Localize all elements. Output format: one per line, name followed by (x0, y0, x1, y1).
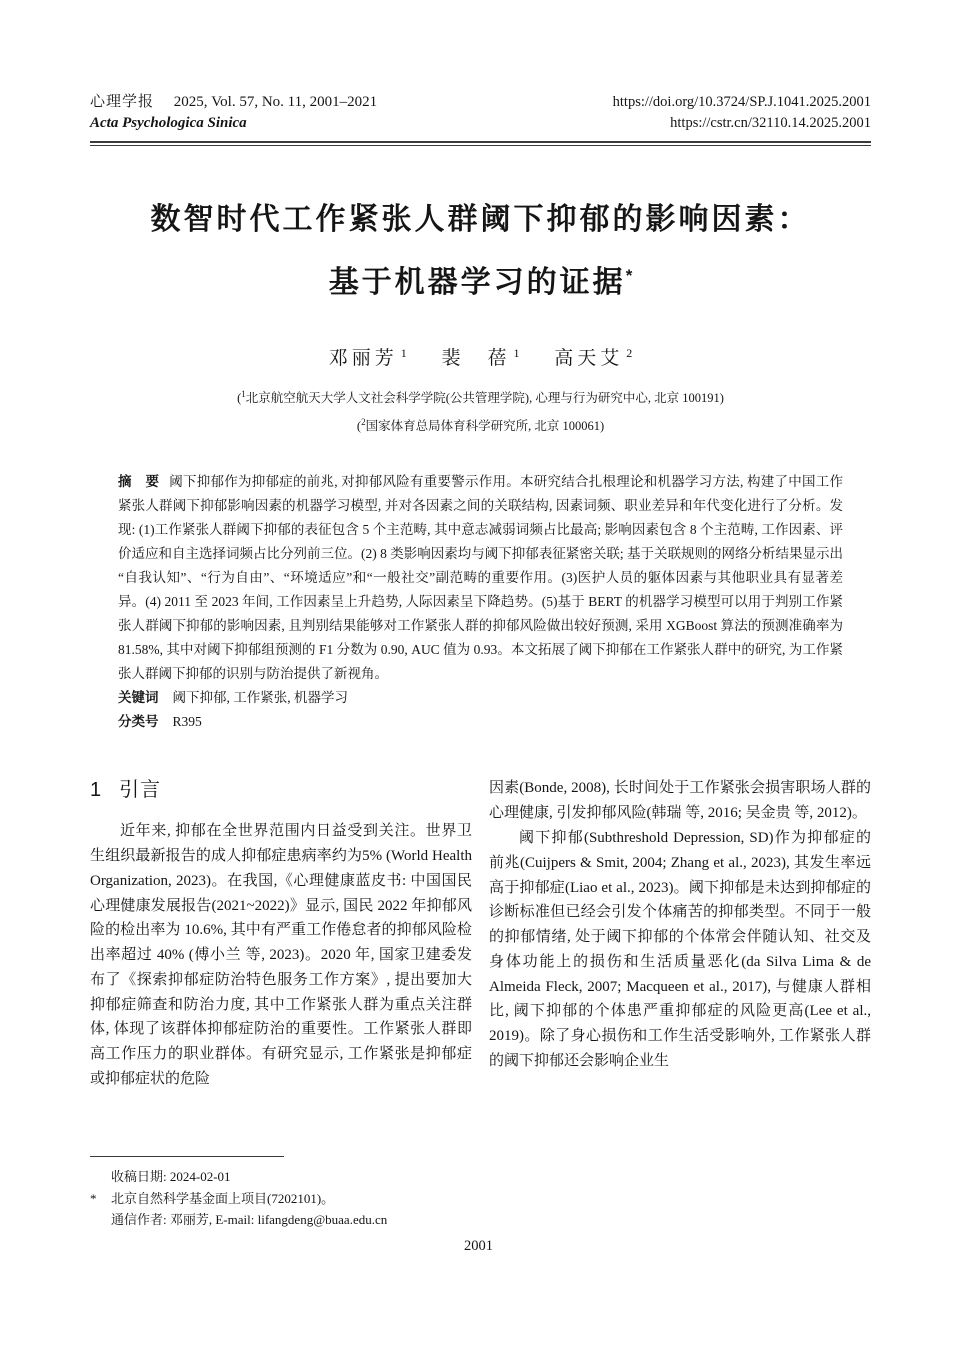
funding-text: 北京自然科学基金面上项目(7202101)。 (111, 1190, 335, 1206)
affiliation-2 (90, 410, 871, 438)
author-1 (328, 345, 407, 369)
affiliation-2-paren: ( (356, 419, 362, 434)
keywords-text: 阈下抑郁, 工作紧张, 机器学习 (172, 690, 348, 706)
section-1-title: 引言 (119, 779, 162, 802)
journal-issue-line (90, 92, 377, 113)
funding-line (90, 1188, 871, 1210)
affiliation-list (90, 382, 871, 438)
funding-marker: * (90, 1190, 97, 1206)
title-line2: 基于机器学习的证据 (328, 266, 626, 299)
footnote-divider (90, 1156, 284, 1157)
doi-link: https://doi.org/10.3724/SP.J.1041.2025.2001 (612, 94, 871, 110)
received-date-line: 收稿日期: 2024-02-01 (111, 1169, 231, 1184)
affiliation-1-mark: 1 (241, 389, 246, 399)
affiliation-1-paren: ( (237, 391, 242, 406)
journal-name-cn: 心理学报 (90, 94, 155, 110)
section-1-heading (90, 778, 472, 803)
intro-paragraph-left: 近年来, 抑郁在全世界范围内日益受到关注。世界卫生组织最新报告的成人抑郁症患病率约为5% (World Health Organization, 2023)。在我国,《心理健康蓝皮书: 中国国民心理健康发展报告(2021~2022)》显示, 国民 2022 年抑郁风险的检出率为 10.6%, 其中有严重工作倦怠者的抑郁风险检出率超过 40% (傅小兰 等, 2023)。2020 年, 国家卫建委发布了《探索抑郁症防治特色服务工作方案》, 提出要加大抑郁症筛查和防治力度, 其中工作紧张人群为重点关注群体, 体现了该群体抑郁症防治的重要性。工作紧张人群即高工作压力的职业群体。有研究显示, 工作紧张是抑郁症或抑郁症状的危险 (90, 823, 472, 1088)
classification-line (118, 710, 843, 734)
author-2 (441, 345, 520, 369)
author-1-affmark: 1 (400, 345, 407, 360)
author-2-name: 裴 蓓 (441, 348, 511, 369)
correspondence-line: 通信作者: 邓丽芳, E-mail: lifangdeng@buaa.edu.cn (111, 1212, 388, 1227)
journal-info (90, 92, 377, 134)
keywords-label: 关键词 (118, 690, 159, 706)
affiliation-2-text: 国家体育总局体育科学研究所, 北京 100061) (365, 419, 605, 434)
abstract-label: 摘 要 (118, 474, 160, 490)
abstract-paragraph (118, 470, 843, 686)
journal-issue-info: 2025, Vol. 57, No. 11, 2001–2021 (173, 94, 378, 110)
page-title (90, 192, 871, 311)
author-3-name: 高天艾 (554, 348, 624, 369)
author-2-affmark: 1 (513, 345, 520, 360)
right-column (489, 776, 871, 1092)
abstract-text: 阈下抑郁作为抑郁症的前兆, 对抑郁风险有重要警示作用。本研究结合扎根理论和机器学习方法, 构建了中国工作紧张人群阈下抑郁影响因素的机器学习模型, 并对各因素之间的关联结构, 因素词频、职业差异和年代变化进行了分析。发现: (1)工作紧张人群阈下抑郁的表征包含 5 个主范畴, 其中意志减弱词频占比最高; 影响因素包含 8 个主范畴, 工作因素、评价适应和自主选择词频占比分列前三位。(2) 8 类影响因素均与阈下抑郁表征紧密关联; 基于关联规则的网络分析结果显示出“自我认知”、“行为自由”、“环境适应”和“一般社交”副范畴的重要作用。(3)医护人员的躯体因素与其他职业具有显著差异。(4) 2011 至 2023 年间, 工作因素呈上升趋势, 人际因素呈下降趋势。(5)基于 BERT 的机器学习模型可以用于判别工作紧张人群阈下抑郁的影响因素, 且判别结果能够对工作紧张人群的抑郁风险做出较好预测, 采用 XGBoost 算法的预测准确率为 81.58%, 其中对阈下抑郁组预测的 F1 分数为 0.90, AUC 值为 0.93。本文拓展了阈下抑郁在工作紧张人群中的研究, 为工作紧张人群阈下抑郁的识别与防治提供了新视角。 (118, 474, 843, 682)
article-identifiers (613, 92, 871, 134)
footnote-area (90, 1156, 871, 1231)
header-divider (90, 141, 871, 146)
abstract-section (90, 470, 871, 734)
body-columns (90, 776, 871, 1092)
intro-paragraph-2: 阈下抑郁(Subthreshold Depression, SD)作为抑郁症的前兆(Cuijpers & Smit, 2004; Zhang et al., 2023), 其发生率远高于抑郁症(Liao et al., 2023)。阈下抑郁是未达到抑郁症的诊断标准但已经会引发个体痛苦的抑郁类型。不同于一般的抑郁情绪, 处于阈下抑郁的个体常会伴随认知、社交及身体功能上的损伤和生活质量恶化(da Silva Lima & de Almeida Fleck, 2007; Macqueen et al., 2017), 与健康人群相比, 阈下抑郁的个体患严重抑郁症的风险更高(Lee et al., 2019)。除了身心损伤和工作生活受影响外, 工作紧张人群的阈下抑郁还会影响企业生 (489, 829, 871, 1070)
page-number: 2001 (464, 1238, 493, 1254)
affiliation-1 (90, 382, 871, 410)
affiliation-2-mark: 2 (361, 417, 366, 428)
cstr-link: https://cstr.cn/32110.14.2025.2001 (670, 115, 871, 131)
author-3 (554, 345, 633, 369)
title-footnote-marker: * (625, 266, 633, 285)
left-column (90, 776, 472, 1092)
page-content (90, 0, 871, 1092)
journal-name-en: Acta Psychologica Sinica (90, 115, 247, 131)
affiliation-1-text: 北京航空航天大学人文社会科学学院(公共管理学院), 心理与行为研究中心, 北京 100191) (245, 391, 724, 406)
intro-paragraph-continuation: 因素(Bonde, 2008), 长时间处于工作紧张会损害职场人群的心理健康, 引发抑郁风险(韩瑞 等, 2016; 吴金贵 等, 2012)。 (489, 780, 871, 822)
title-line1: 数智时代工作紧张人群阈下抑郁的影响因素： (150, 203, 811, 236)
keywords-line (118, 686, 843, 710)
author-list (90, 343, 871, 370)
journal-header (90, 92, 871, 134)
classification-code: R395 (172, 714, 202, 730)
section-1-number: 1 (90, 779, 103, 802)
author-3-affmark: 2 (626, 345, 633, 360)
author-1-name: 邓丽芳 (328, 348, 398, 369)
classification-label: 分类号 (118, 714, 159, 730)
